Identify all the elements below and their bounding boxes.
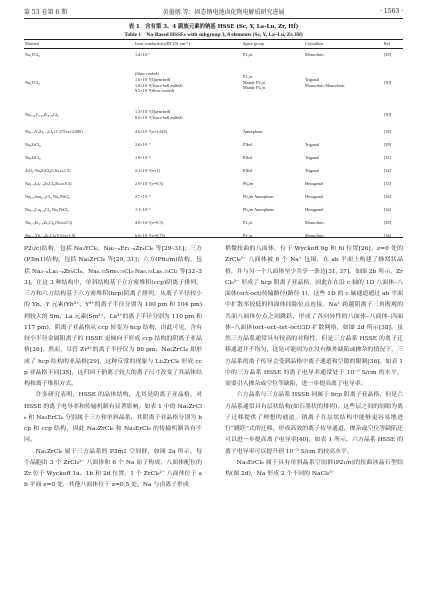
- cell-crystalline: Trigonal: [305, 168, 320, 174]
- cell-crystalline: Trigonal Monoclinic Monoclinic: [305, 76, 345, 88]
- cell-material: Na₃₋ₓEr₁₋ₓZrₓCl₆ (0≤x≤0.5): [25, 220, 73, 226]
- body-paragraph: P2₁/c)结构，包括 Na₃YCl₆、Na₃₋ₓEr₁₋ₓZrₓCl₆ 等[29–31]；三方(P3̄m1)结构，包括 Na₂ZrCl₆ 等[29, 31]；六方(P6₃/m)结构，包括 Na₃₋ₓLa₁₋ₓZrₓCl₆、Na₀.₇₅Sm₀.₇₅Cl₃·Na₀.₇₅La₀.₇₅Cl₃ 等[32–33]。在这 3 种结构中，单斜结构基于立方密堆积(ccp)阴离子排列，三方和六方结构基于六方密堆积(hcp)阴离子排列，从离子半径较小的 Yb、Y 元素(Yb³⁺、Y³⁺的离子半径分别为 100 pm 和 104 pm)到较大的 Sm、La 元素(Sm³⁺、La³⁺的离子半径分别为 110 pm 和 117 pm)，阴离子亚晶格从 ccp 转变为 hcp 结构，由此可见，含有较小半径金属阳离子的 HSSE 更倾向于形成 ccp 结构的阴离子亚晶格[26]。然而，尽管 Zr⁴⁺的离子半径仅为 86 pm，Na₂ZrCl₆ 却形成了 hcp 结构的亚晶格[29]，这种反常的现象与 Li₂ZrCl₆ 形成 ccp 亚晶格不同[35]，这归因于钠离子较大的离子尺寸改变了其晶体结构和离子堆积方式。: [24, 246, 202, 387]
- cell-material: Na₃₋ₓLa₁₋ₓZrₓCl₆(0≤x≤0.4): [25, 181, 72, 187]
- table-caption-cn: 表 1 含有第 3、4 副族元素的钠基 HSSE (Sc, Y, La–Lu, Zr, Hf): [128, 24, 299, 30]
- cell-space-group: P3̄m1: [243, 155, 253, 161]
- column-header-conductivity: Ionic conductivity(RT)/(S·cm⁻¹): [135, 41, 190, 47]
- cell-ref: [29]: [384, 52, 391, 58]
- table-caption-en: Table 1 Na-Based HSSEs with subgroup 3, 4 elements (Sc, Y, La–Lu, Zr, Hf): [124, 32, 303, 38]
- body-column-right: [225, 244, 403, 480]
- cell-conductivity: 4.6×10⁻⁵(x=1.625): [135, 129, 168, 135]
- cell-conductivity: 1.1×10⁻⁶: [135, 207, 151, 213]
- cell-conductivity: 1.3×10⁻⁵(Quenched) 6.6×10⁻⁵(Twice ball milled): [135, 108, 183, 120]
- cell-ref: [34]: [384, 194, 391, 200]
- body-column-left: [24, 244, 202, 492]
- table-row: [24, 204, 403, 217]
- cell-space-group: P2₁/n: [243, 220, 253, 226]
- table-row: [24, 217, 403, 230]
- page-header: [24, 5, 403, 17]
- cell-crystalline: [304, 126, 383, 139]
- hsse-table: [24, 40, 403, 243]
- cell-crystalline: Monoclinic: [305, 52, 325, 58]
- table-row: [24, 230, 403, 243]
- cell-ref: [29]: [384, 142, 391, 148]
- cell-space-group: [242, 104, 304, 126]
- cell-ref: [32]: [384, 168, 391, 174]
- cell-material: Na₂.₂₅Y₀.₂₅Zr₀.₇₅Cl₆: [25, 111, 59, 117]
- cell-material: Na₀.₇₅La₀.₇₅Cl₃·Na₃YbCl₆: [25, 207, 69, 213]
- cell-space-group: P2₁/n Mainly P2₁/n Mainly P2₁/n: [243, 74, 266, 91]
- body-paragraph: Na₃ErCl₆ 属于具有单斜晶系空间群(P2₁/n)的扭曲冰晶石型结构(图 2d)，Na 形成 2 个不同的 NaCl₆⁵⁻: [225, 459, 403, 477]
- cell-crystalline: Hexagonal: [305, 207, 324, 213]
- table-row: [24, 126, 403, 139]
- cell-ref: [18]: [384, 129, 391, 135]
- table-row: [24, 165, 403, 178]
- cell-ref: [34]: [384, 233, 391, 239]
- cell-material: Na₃₋ₓYb₁₋ₓZrₓCl₆(0.5≤x≤1.0): [25, 233, 76, 239]
- column-header-crystalline: Crystalline: [305, 41, 324, 47]
- cell-space-group: P6₃/m Amorphous: [243, 207, 274, 213]
- cell-ref: [34]: [384, 207, 391, 213]
- cell-material: Na₂ZrCl₆: [25, 155, 41, 161]
- cell-crystalline: Monoclinic: [305, 220, 325, 226]
- cell-conductivity: 1.4×10⁻⁷: [135, 52, 151, 58]
- cell-ref: [30]: [384, 79, 391, 85]
- cell-conductivity: 1.8×10⁻⁵: [135, 155, 151, 161]
- cell-crystalline: Monoclinic: [305, 233, 325, 239]
- table-row: [24, 178, 403, 191]
- cell-ref: [29]: [384, 220, 391, 226]
- cell-ref: [30]: [384, 111, 391, 117]
- cell-crystalline: Hexagonal: [305, 181, 324, 187]
- header-page-number: · 1563 ·: [380, 7, 403, 15]
- cell-conductivity: (Slow cooled) 1.6×10⁻⁵(Quenched) 1.8×10⁻⁴(Twice ball milled) 9.5×10⁻⁸(Slow cooled): [135, 71, 183, 94]
- cell-material: Na₃YCl₆: [25, 79, 40, 85]
- cell-material: Na₃YCl₆: [25, 52, 40, 58]
- body-paragraph: 六方晶系与三方晶系 HSSE 同属于 hcp 阴离子亚晶格，但是六方晶系通常具有层状结构(如石墨状的排列)，这些层之间的间隙为离子迁移提供了理想的通道，钠离子在层状结构中能够更容易地进行“跳跃”式的迁移，形成高效的离子传导通道，掺杂或空位等缺陷还可以进一步提高离子电导率[40]。如表 1 所示，六方晶系 HSSE 的离子电导率可以提升到 10⁻⁵ S/cm 的较高水平。: [225, 392, 403, 455]
- header-rule: [24, 18, 403, 19]
- table-row: [24, 49, 403, 62]
- header-volume-issue: 第 53 卷第 6 期: [24, 8, 68, 16]
- cell-space-group: P3̄m1: [243, 168, 253, 174]
- table-row: [24, 191, 403, 204]
- cell-conductivity: 4.0×10⁻⁵(x=0.5): [135, 220, 163, 226]
- cell-conductivity: 2.7×10⁻⁶: [135, 194, 151, 200]
- table-row: [24, 152, 403, 165]
- cell-material: ZrO₂-Na₂ZrCl₆(1.0≤x≤1.5): [25, 168, 71, 174]
- cell-conductivity: 2.9×10⁻⁵(x=0.5): [135, 181, 163, 187]
- cell-conductivity: 2.1×10⁻⁵(x=1): [135, 168, 160, 174]
- table-row: [24, 104, 403, 126]
- cell-crystalline: Hexagonal: [305, 194, 324, 200]
- cell-space-group: P2₁/n: [243, 52, 253, 58]
- cell-space-group: P3̄m1: [243, 142, 253, 148]
- body-paragraph: 稍微扭曲的八面体，位于 Wyckoff 6g 和 6i 位置[26]，z=0 处的 ZrCl₆²⁻ 八面体被 6 个 Na⁺ 包围，在 ab 平面上构建了蜂窝状晶格，并与另一个八面体至少共享一条边[31, 37]。如图 2b 所示，ZrCl₆²⁻ 形成了 hcp 阴离子亚晶格，因此在在沿 c 轴的 1D 八面体–八面体(oct-oct)传输路径(路径 1)，这些 1D 的 c 轴通道通过 ab 平面中扩散率较低的四面体间隙位点连接。Na⁺ 跨越阴离子三角既观的共面八面体位点之间跳跃，形成了各向异性的八面体–八面体–四面体–八面体(oct–oct–tet–oct)3D 扩散网络，如图 2d 所示[38]。虽然三方晶系通常具有较高的对称性，但是三方晶系 HSSE 的离子迁移通道并不均匀，这是可能因为在没有额外缺陷或掺杂的情况下，三方晶系的离子传导会受到晶格中离子通道和空隙的限制[36]。如表 1 中的三方晶系 HSSE 的离子电导率通常处于 10⁻⁵ S/cm 的水平，需要引入掺杂或空位等缺陷，进一步提高离子电导率。: [225, 246, 403, 387]
- body-paragraph: 许多研究表明，HSSE 的晶体结构，尤其是阴离子亚晶格，对 HSSE 的离子电导率和传输机制有显著影响。如表 1 中的 Na₂ZrCl₆ 和 Na₃ErCl₆ 分别属于三方和单斜晶系，其阴离子亚晶格分别为 hcp 和 ccp 结构，因此 Na₂ZrCl₆ 和 Na₃ErCl₆ 的传输机制各有不同。: [24, 392, 202, 444]
- cell-ref: [31]: [384, 155, 391, 161]
- table-row: [24, 62, 403, 104]
- cell-ref: [33]: [384, 181, 391, 187]
- cell-space-group: P2₁/n: [243, 233, 253, 239]
- cell-material: Na₂ZrCl₆: [25, 142, 41, 148]
- cell-crystalline: [304, 104, 383, 126]
- cell-conductivity: 2.6×10⁻⁷: [135, 142, 151, 148]
- column-header-ref: Ref: [384, 41, 391, 47]
- cell-material: Na₀.₇₅Sm₀.₇₅Cl₃·Na₃YbCl₆: [25, 194, 71, 200]
- column-header-material: Material: [25, 41, 40, 47]
- column-header-space-group: Space group: [243, 41, 264, 47]
- cell-material: Na₃₋ₓYₓZr₁₋ₓCl₆ (1.375≤x≤2.000): [25, 129, 83, 135]
- cell-space-group: P6₃/m Amorphous: [243, 194, 274, 200]
- cell-space-group: Amorphous: [243, 129, 263, 135]
- cell-crystalline: Trigonal: [305, 155, 320, 161]
- body-paragraph: Na₂ZrCl₆ 属于三方晶系的 P3̄m1 空间群，如图 2a 所示，每个晶胞由 3 个 ZrCl₆²⁻ 八面体和 6 个 Na 原子构成，八面体配位的 Zr 位于 Wyckoff 1a、1b 和 2d 位置，1 个 ZrCl₆²⁻ 八面体位于 ab 平面 z=0 处，其他八面体位于 z=0.5 处。Na 与卤离子形成: [24, 448, 202, 489]
- table-header-row: [24, 40, 403, 49]
- table-body: [24, 49, 403, 243]
- table-row: [24, 139, 403, 152]
- cell-crystalline: Trigonal: [305, 142, 320, 148]
- cell-space-group: P6₃/m: [243, 181, 254, 187]
- cell-conductivity: 6.6×10⁻⁵(x=0.75): [135, 233, 166, 239]
- header-running-title: 黄墨炳 等：固态钠电池卤化物电解质研究进展: [162, 8, 285, 16]
